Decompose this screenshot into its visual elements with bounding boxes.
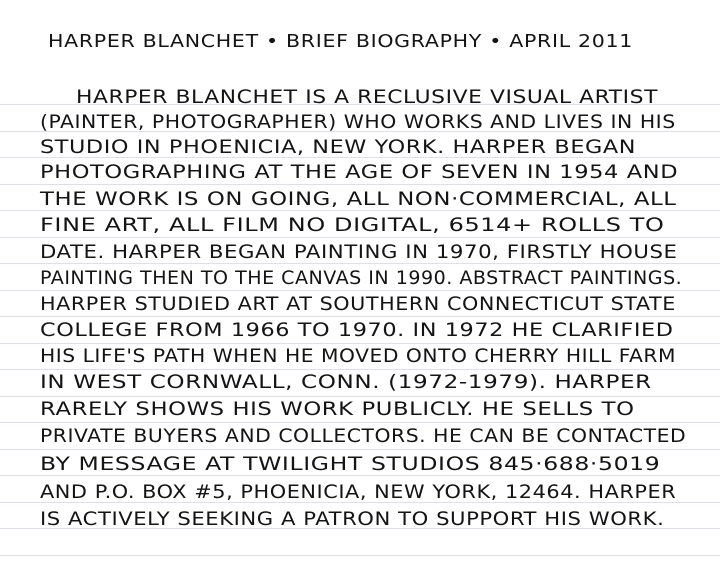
ruled-line: [0, 449, 720, 450]
bio-line-11: HIS LIFE'S PATH WHEN HE MOVED ONTO CHERRY HILL FARM: [40, 345, 677, 367]
ruled-line: [0, 422, 720, 423]
bio-line-13: RARELY SHOWS HIS WORK PUBLICLY. HE SELLS TO: [40, 398, 635, 420]
bio-line-10: COLLEGE FROM 1966 TO 1970. IN 1972 HE CLARIFIED: [40, 319, 674, 341]
bio-line-12: IN WEST CORNWALL, CONN. (1972-1979). HARPER: [40, 371, 652, 393]
ruled-line: [0, 316, 720, 317]
bio-line-3: STUDIO IN PHOENICIA, NEW YORK. HARPER BEGAN: [40, 136, 637, 158]
bio-line-2: (PAINTER, PHOTOGRAPHER) WHO WORKS AND LIVES IN HIS: [40, 111, 676, 133]
ruled-line: [0, 555, 720, 556]
bio-line-7: DATE. HARPER BEGAN PAINTING IN 1970, FIRSTLY HOUSE: [40, 241, 678, 263]
bio-line-9: HARPER STUDIED ART AT SOUTHERN CONNECTICUT STATE: [40, 293, 676, 315]
ruled-line: [0, 290, 720, 291]
ruled-line: [0, 237, 720, 238]
ruled-line: [0, 184, 720, 185]
bio-line-17: IS ACTIVELY SEEKING A PATRON TO SUPPORT HIS WORK.: [40, 508, 665, 530]
bio-line-4: PHOTOGRAPHING AT THE AGE OF SEVEN IN 1954 AND: [40, 161, 679, 183]
bio-line-15: BY MESSAGE AT TWILIGHT STUDIOS 845·688·5019: [40, 453, 661, 475]
bio-line-14: PRIVATE BUYERS AND COLLECTORS. HE CAN BE CONTACTED: [40, 425, 687, 447]
bio-line-1: HARPER BLANCHET IS A RECLUSIVE VISUAL ARTIST: [76, 86, 659, 108]
page-title: HARPER BLANCHET • BRIEF BIOGRAPHY • APRIL 2011: [48, 31, 634, 52]
bio-line-8: PAINTING THEN TO THE CANVAS IN 1990. ABSTRACT PAINTINGS.: [40, 267, 683, 289]
bio-line-16: AND P.O. BOX #5, PHOENICIA, NEW YORK, 12464. HARPER: [40, 481, 677, 503]
bio-line-5: THE WORK IS ON GOING, ALL NON·COMMERCIAL, ALL: [40, 188, 677, 210]
bio-line-6: FINE ART, ALL FILM NO DIGITAL, 6514+ ROLLS TO: [40, 214, 665, 236]
